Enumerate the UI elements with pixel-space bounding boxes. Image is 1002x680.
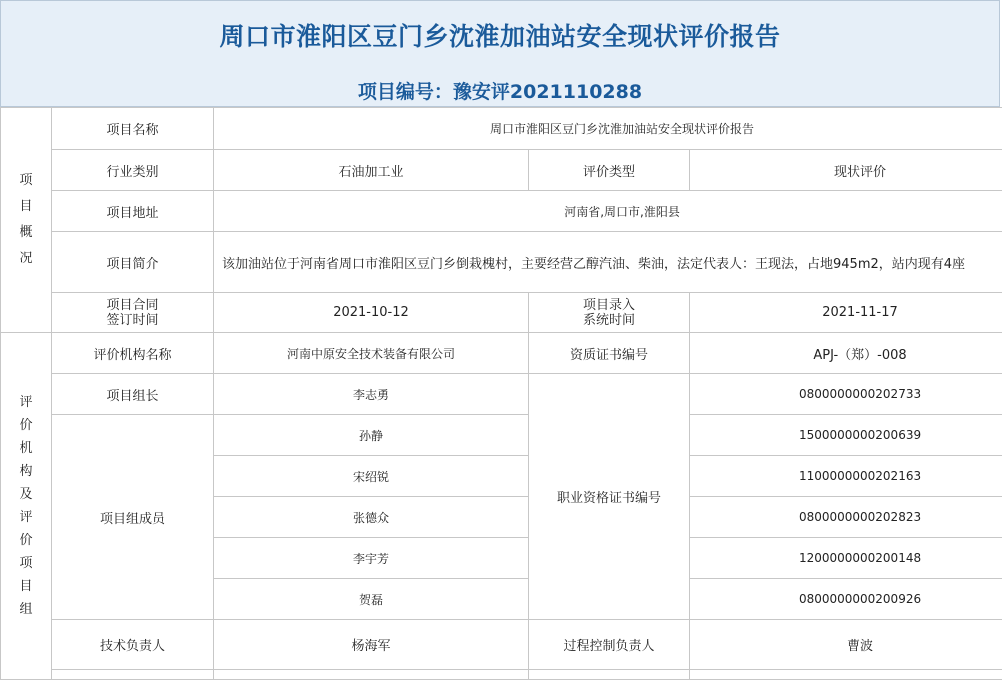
industry-value: 石油加工业 bbox=[214, 150, 529, 191]
industry-label: 行业类别 bbox=[52, 150, 214, 191]
person-name: 孙静 bbox=[214, 415, 529, 456]
person-cert: 0800000000202733 bbox=[690, 374, 1002, 415]
row-tech bbox=[1, 620, 1002, 670]
org-name-value: 河南中原安全技术装备有限公司 bbox=[214, 333, 529, 374]
tech-lead-label: 技术负责人 bbox=[52, 620, 214, 670]
entry-date-label: 项目录入系统时间 bbox=[529, 293, 690, 333]
person-cert: 0800000000200926 bbox=[690, 579, 1002, 620]
intro-label: 项目简介 bbox=[52, 232, 214, 293]
contract-date-label: 项目合同签订时间 bbox=[52, 293, 214, 333]
cert-label: 资质证书编号 bbox=[529, 333, 690, 374]
row-dates bbox=[1, 293, 1002, 333]
person-cert: 1200000000200148 bbox=[690, 538, 1002, 579]
section-overview: 项目概况 bbox=[1, 108, 52, 333]
row-intro bbox=[1, 232, 1002, 293]
eval-type-value: 现状评价 bbox=[690, 150, 1002, 191]
cert-value: APJ-（郑）-008 bbox=[690, 333, 1002, 374]
project-code: 项目编号：豫安评2021110288 bbox=[1, 77, 999, 104]
spacer-cell bbox=[690, 670, 1002, 680]
person-name: 张德众 bbox=[214, 497, 529, 538]
intro-value: 该加油站位于河南省周口市淮阳区豆门乡倒栽槐村，主要经营乙醇汽油、柴油，法定代表人：王现法，占地945m2，站内现有4座 bbox=[214, 232, 1002, 293]
report-table bbox=[0, 107, 1002, 680]
person-name: 宋绍锐 bbox=[214, 456, 529, 497]
leader-label: 项目组长 bbox=[52, 374, 214, 415]
address-value: 河南省,周口市,淮阳县 bbox=[214, 191, 1002, 232]
section-org: 评价机构及评价项目组 bbox=[1, 333, 52, 680]
address-label: 项目地址 bbox=[52, 191, 214, 232]
row-industry bbox=[1, 150, 1002, 191]
person-name: 李志勇 bbox=[214, 374, 529, 415]
contract-date-value: 2021-10-12 bbox=[214, 293, 529, 333]
row-address bbox=[1, 191, 1002, 232]
person-cert: 0800000000202823 bbox=[690, 497, 1002, 538]
spacer-cell bbox=[214, 670, 529, 680]
row-leader bbox=[1, 374, 1002, 415]
report-header bbox=[0, 0, 1000, 107]
project-name-label: 项目名称 bbox=[52, 108, 214, 150]
org-name-label: 评价机构名称 bbox=[52, 333, 214, 374]
person-cert: 1500000000200639 bbox=[690, 415, 1002, 456]
person-name: 贺磊 bbox=[214, 579, 529, 620]
process-lead-value: 曹波 bbox=[690, 620, 1002, 670]
row-member bbox=[1, 415, 1002, 456]
report-title: 周口市淮阳区豆门乡沈淮加油站安全现状评价报告 bbox=[1, 17, 999, 53]
spacer-cell bbox=[529, 670, 690, 680]
eval-type-label: 评价类型 bbox=[529, 150, 690, 191]
row-project-name bbox=[1, 108, 1002, 150]
spacer-cell bbox=[52, 670, 214, 680]
row-spacer bbox=[1, 670, 1002, 680]
qual-cert-label: 职业资格证书编号 bbox=[529, 374, 690, 620]
person-cert: 1100000000202163 bbox=[690, 456, 1002, 497]
project-name-value: 周口市淮阳区豆门乡沈淮加油站安全现状评价报告 bbox=[214, 108, 1002, 150]
process-lead-label: 过程控制负责人 bbox=[529, 620, 690, 670]
person-name: 李宇芳 bbox=[214, 538, 529, 579]
members-label: 项目组成员 bbox=[52, 415, 214, 620]
row-org bbox=[1, 333, 1002, 374]
entry-date-value: 2021-11-17 bbox=[690, 293, 1002, 333]
tech-lead-value: 杨海军 bbox=[214, 620, 529, 670]
